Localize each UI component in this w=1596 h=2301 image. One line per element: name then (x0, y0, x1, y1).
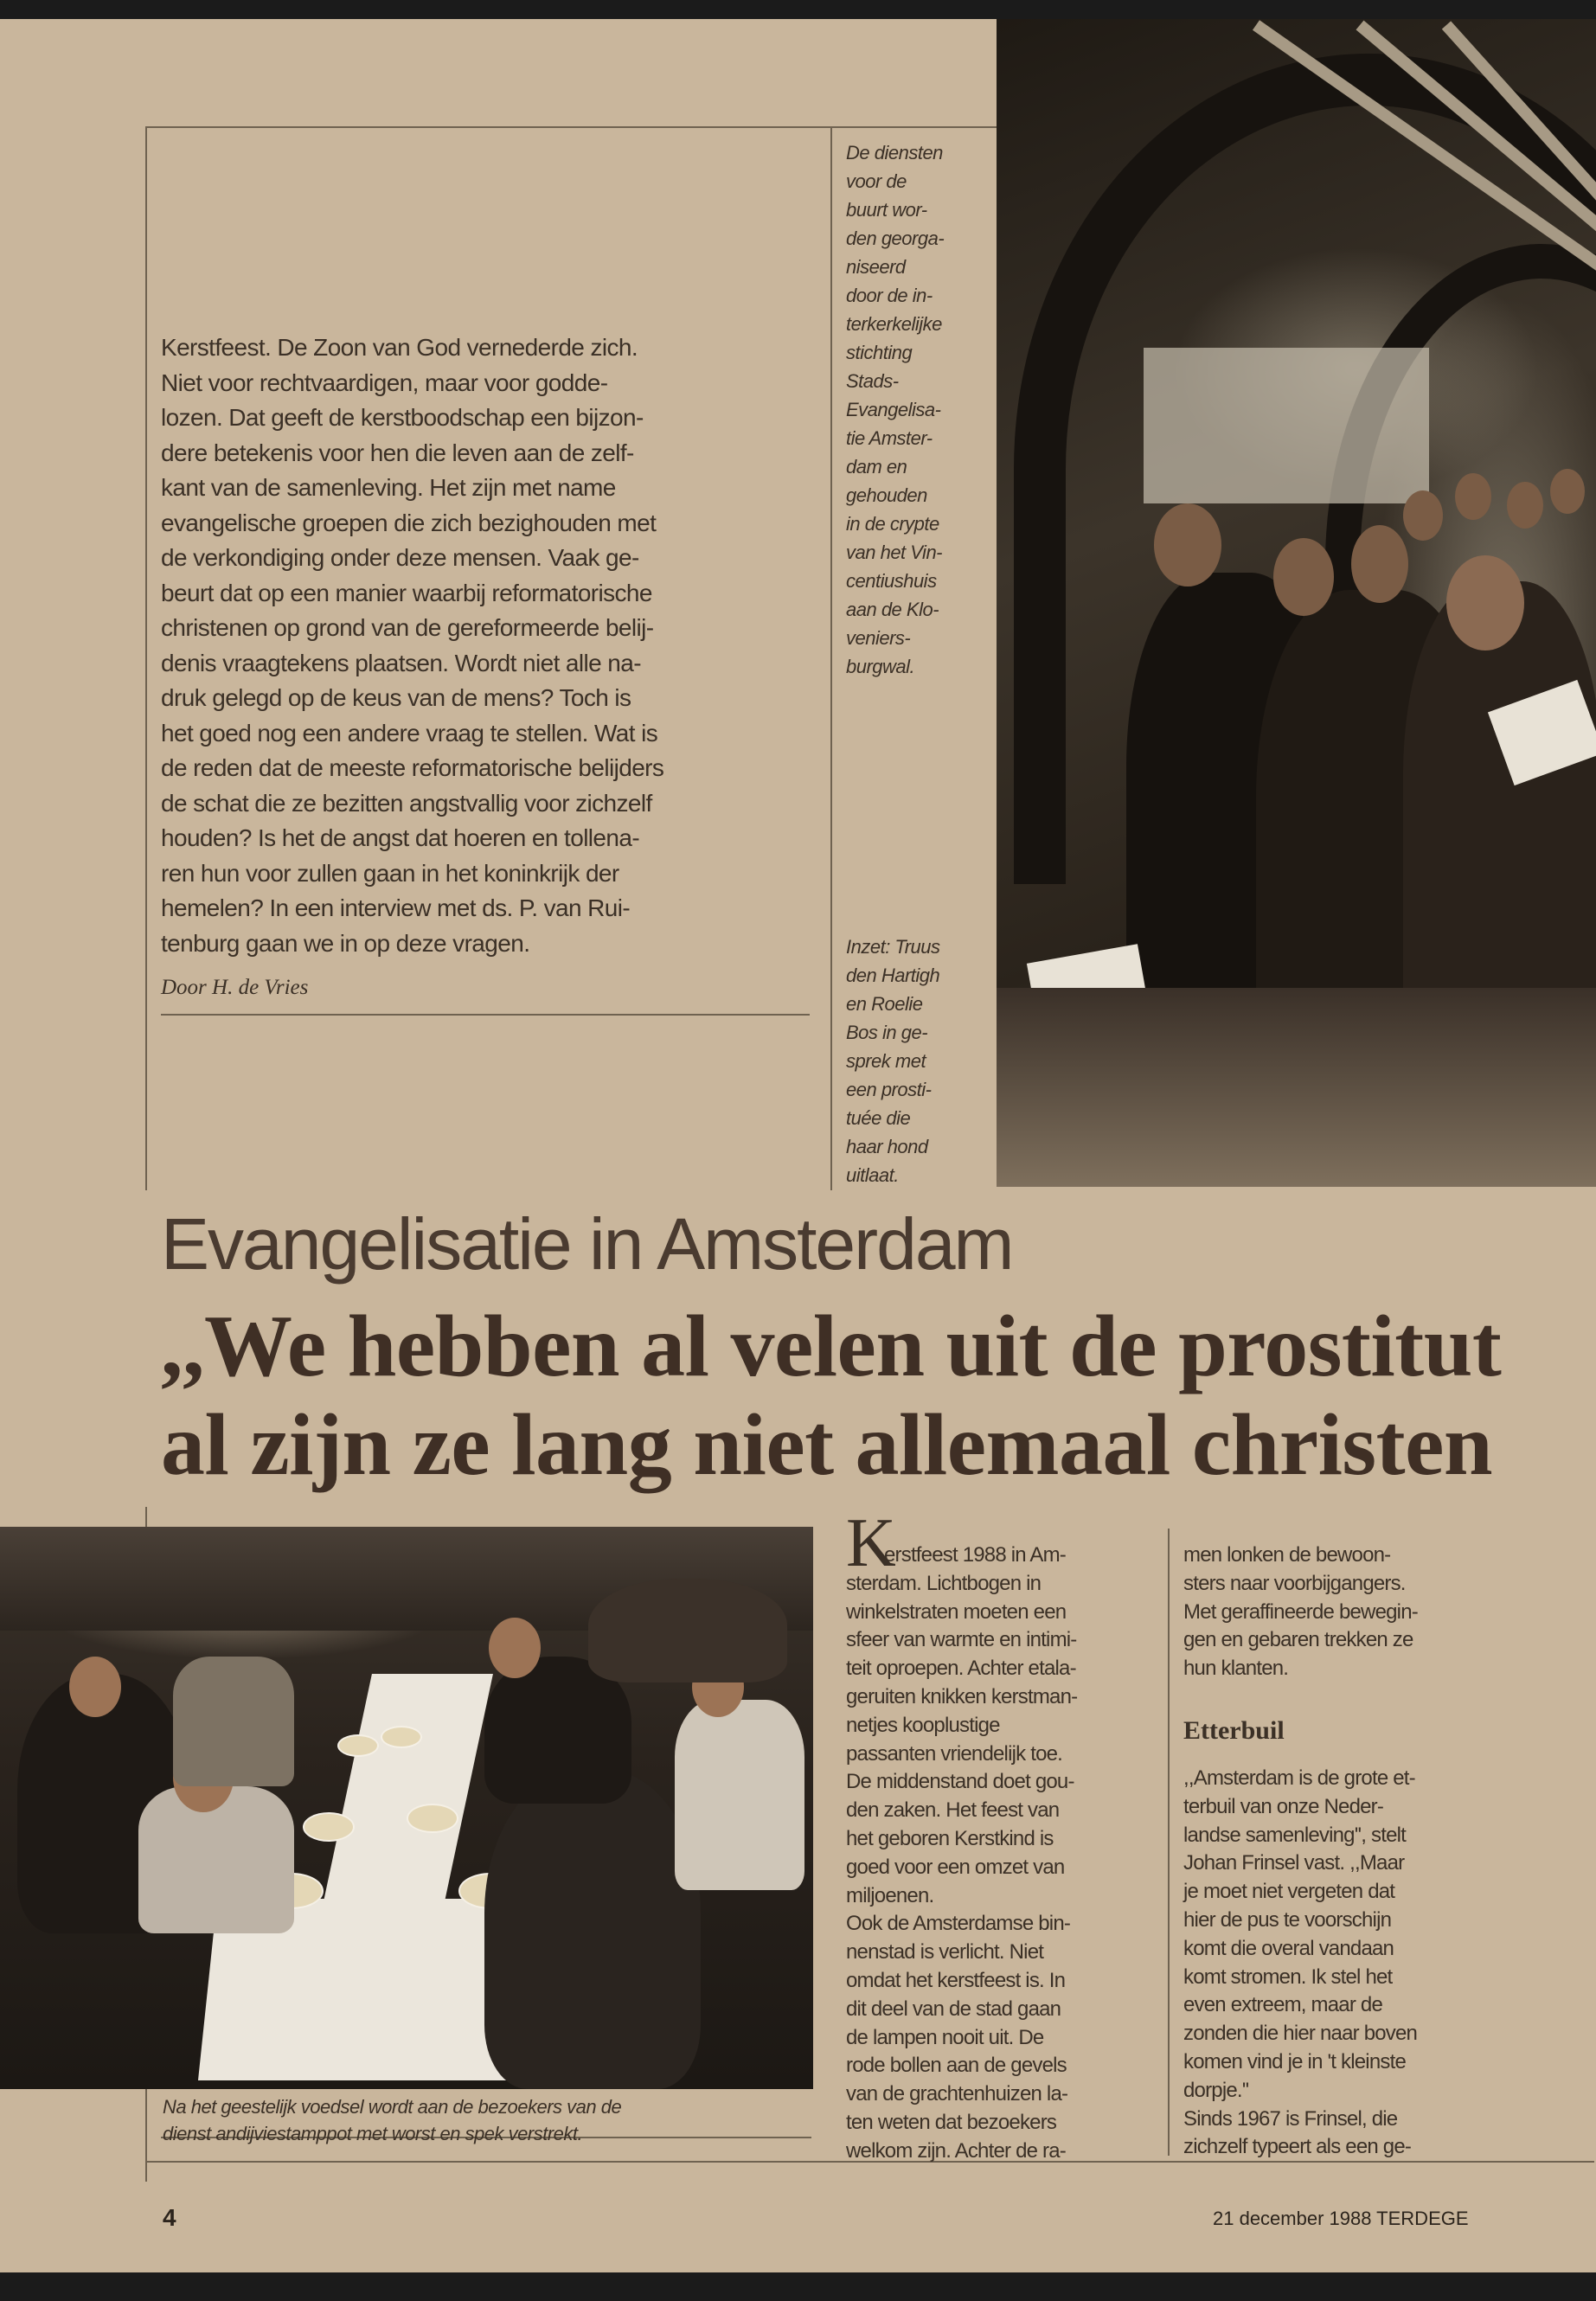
diner-face (69, 1657, 121, 1717)
caption-line: tie Amster- (846, 427, 933, 449)
intro-line: de schat die ze bezitten angstvallig voor zichzelf (161, 789, 652, 817)
attendee-head (1273, 538, 1334, 616)
article-line: den zaken. Het feest van (846, 1798, 1060, 1823)
article-line: welkom zijn. Achter de ra- (846, 2138, 1066, 2163)
caption-line: dienst andijviestamppot met worst en spek verstrekt. (163, 2123, 583, 2144)
caption-line: tuée die (846, 1107, 911, 1129)
article-line: Ook de Amsterdamse bin- (846, 1912, 1071, 1936)
article-line: het geboren Kerstkind is (846, 1826, 1054, 1850)
headline-quote-line-1: ,,We hebben al velen uit de prostitut (161, 1298, 1502, 1395)
plate (303, 1812, 355, 1842)
article-line: sterdam. Lichtbogen in (846, 1571, 1042, 1595)
headline-quote-line-2: al zijn ze lang niet allemaal christen (161, 1396, 1493, 1494)
plate (381, 1726, 422, 1748)
caption-line: een prosti- (846, 1079, 932, 1100)
article-line: komen vind je in 't kleinste (1183, 2049, 1406, 2073)
article-line: van de grachtenhuizen la- (846, 2082, 1068, 2106)
attendee-head (1550, 469, 1585, 514)
intro-line: christenen op grond van de gereformeerde belij- (161, 614, 654, 641)
article-line: terbuil van onze Neder- (1183, 1794, 1384, 1818)
article-line: miljoenen. (846, 1883, 934, 1907)
caption-line: in de crypte (846, 513, 939, 535)
intro-line: dere betekenis voor hen die leven aan de zelf- (161, 439, 634, 466)
intro-line: de verkondiging onder deze mensen. Vaak ge- (161, 544, 639, 571)
diner (588, 1579, 787, 1682)
caption-line: gehouden (846, 484, 927, 506)
intro-line: druk gelegd op de keus van de mens? Toch is (161, 684, 631, 711)
article-line: passanten vriendelijk toe. (846, 1741, 1063, 1766)
article-line: sters naar voorbijgangers. (1183, 1571, 1406, 1595)
article-line: hier de pus te voorschijn (1183, 1907, 1392, 1932)
article-line: sfeer van warmte en intimi- (846, 1628, 1077, 1652)
top-rule (145, 126, 1002, 128)
caption-line: Stads- (846, 370, 899, 392)
article-line: dit deel van de stad gaan (846, 1997, 1061, 2021)
plate (407, 1804, 458, 1833)
caption-line: den georga- (846, 228, 945, 249)
intro-line: kant van de samenleving. Het zijn met name (161, 474, 616, 501)
article-line: gen en gebaren trekken ze (1183, 1628, 1413, 1652)
article-line: Johan Frinsel vast. ,,Maar (1183, 1851, 1405, 1875)
article-line: komt stromen. Ik stel het (1183, 1965, 1393, 1989)
intro-line: de reden dat de meeste reformatorische belijders (161, 754, 664, 781)
article-line: je moet niet vergeten dat (1183, 1880, 1395, 1904)
attendee-head (1154, 503, 1221, 586)
intro-line: denis vraagtekens plaatsen. Wordt niet alle na- (161, 649, 641, 676)
article-line: komt die overal vandaan (1183, 1936, 1394, 1960)
article-line: nenstad is verlicht. Niet (846, 1940, 1044, 1965)
headline-title: Evangelisatie in Amsterdam (161, 1203, 1013, 1285)
caption-line: van het Vin- (846, 542, 943, 563)
byline: Door H. de Vries (161, 976, 309, 999)
intro-line: beurt dat op een manier waarbij reformatorische (161, 579, 652, 606)
article-line: de lampen nooit uit. De (846, 2025, 1044, 2049)
caption-line: terkerkelijke (846, 313, 942, 335)
attendee-head (1351, 525, 1408, 603)
attendee-head (1446, 555, 1524, 651)
diner-face (489, 1618, 541, 1678)
article-line: landse samenleving'', stelt (1183, 1823, 1407, 1847)
caption-line: haar hond (846, 1136, 928, 1157)
left-rule (145, 126, 147, 1190)
subhead-etterbuil: Etterbuil (1183, 1716, 1285, 1745)
article-column-2 (1183, 1541, 1418, 1683)
inzet-caption (846, 933, 940, 1189)
article-line: dorpje.'' (1183, 2078, 1249, 2102)
caption-line: den Hartigh (846, 965, 940, 986)
article-line: zonden die hier naar boven (1183, 2022, 1418, 2046)
caption-line: veniers- (846, 627, 911, 649)
caption-line: door de in- (846, 285, 933, 306)
article-line: teit oproepen. Achter etala- (846, 1657, 1076, 1681)
article-line: goed voor een omzet van (846, 1855, 1065, 1879)
caption-line: en Roelie (846, 993, 923, 1015)
caption-line: Evangelisa- (846, 399, 941, 420)
diner (173, 1657, 294, 1786)
article-line: men lonken de bewoon- (1183, 1543, 1391, 1567)
caption-line: burgwal. (846, 656, 915, 677)
intro-line: evangelische groepen die zich bezighouden met (161, 509, 657, 536)
intro-line: tenburg gaan we in op deze vragen. (161, 929, 530, 957)
crypt-service-photo (997, 19, 1596, 1187)
article-line: hun klanten. (1183, 1657, 1289, 1681)
caption-line: uitlaat. (846, 1164, 899, 1186)
article-line: Sinds 1967 is Frinsel, die (1183, 2106, 1398, 2131)
plate (337, 1734, 379, 1757)
attendee-head (1403, 490, 1443, 541)
intro-text (161, 330, 801, 961)
caption-line: centiushuis (846, 570, 937, 592)
intro-line: het goed nog een andere vraag te stellen. Wat is (161, 719, 658, 747)
article-line: winkelstraten moeten een (846, 1599, 1067, 1624)
intro-line: Niet voor rechtvaardigen, maar voor godde- (161, 369, 608, 396)
caption-line: Bos in ge- (846, 1022, 928, 1043)
intro-line: houden? Is het de angst dat hoeren en tollena- (161, 824, 640, 851)
attendee-head (1455, 473, 1491, 520)
dining-photo-caption (163, 2093, 621, 2147)
article-line: geruiten knikken kerstman- (846, 1684, 1078, 1708)
article-line: De middenstand doet gou- (846, 1770, 1074, 1794)
caption-line: aan de Klo- (846, 599, 939, 620)
column-divider-rule (1168, 1529, 1170, 2156)
diner (675, 1700, 804, 1890)
caption-line: Inzet: Truus (846, 936, 940, 958)
caption-line: dam en (846, 456, 907, 478)
article-line: erstfeest 1988 in Am- (884, 1543, 1066, 1567)
article-line: omdat het kerstfeest is. In (846, 1968, 1066, 1992)
byline-rule (161, 1014, 810, 1016)
article-column-1 (846, 1541, 1077, 2166)
caption-line: stichting (846, 342, 913, 363)
caption-line: niseerd (846, 256, 906, 278)
drop-cap: K (846, 1505, 896, 1581)
caption-line: voor de (846, 170, 907, 192)
attendee-head (1507, 482, 1543, 529)
intro-line: hemelen? In een interview met ds. P. van Rui- (161, 894, 631, 921)
intro-line: lozen. Dat geeft de kerstboodschap een bijzon- (161, 404, 644, 431)
dining-photo (0, 1527, 813, 2089)
article-line: rode bollen aan de gevels (846, 2054, 1067, 2078)
caption-line: De diensten (846, 142, 943, 163)
intro-line: ren hun voor zullen gaan in het koninkrijk der (161, 859, 619, 887)
article-line: ten weten dat bezoekers (846, 2110, 1057, 2134)
article-line: netjes kooplustige (846, 1713, 1000, 1737)
caption-column-rule (830, 126, 832, 1190)
article-line: Met geraffineerde bewegin- (1183, 1599, 1418, 1624)
issue-footer: 21 december 1988 TERDEGE (1213, 2208, 1469, 2229)
crypt-photo-caption (846, 138, 944, 681)
intro-line: Kerstfeest. De Zoon van God vernederde zich. (161, 334, 638, 361)
page-number: 4 (163, 2204, 176, 2231)
caption-line: Na het geestelijk voedsel wordt aan de bezoekers van de (163, 2096, 622, 2118)
diner (484, 1769, 701, 2089)
caption-line: sprek met (846, 1050, 926, 1072)
caption-line: buurt wor- (846, 199, 927, 221)
magazine-page (0, 19, 1596, 2272)
article-column-3 (1183, 1765, 1417, 2162)
article-line: zichzelf typeert als een ge- (1183, 2135, 1412, 2159)
article-line: ,,Amsterdam is de grote et- (1183, 1766, 1415, 1790)
article-line: even extreem, maar de (1183, 1993, 1382, 2017)
